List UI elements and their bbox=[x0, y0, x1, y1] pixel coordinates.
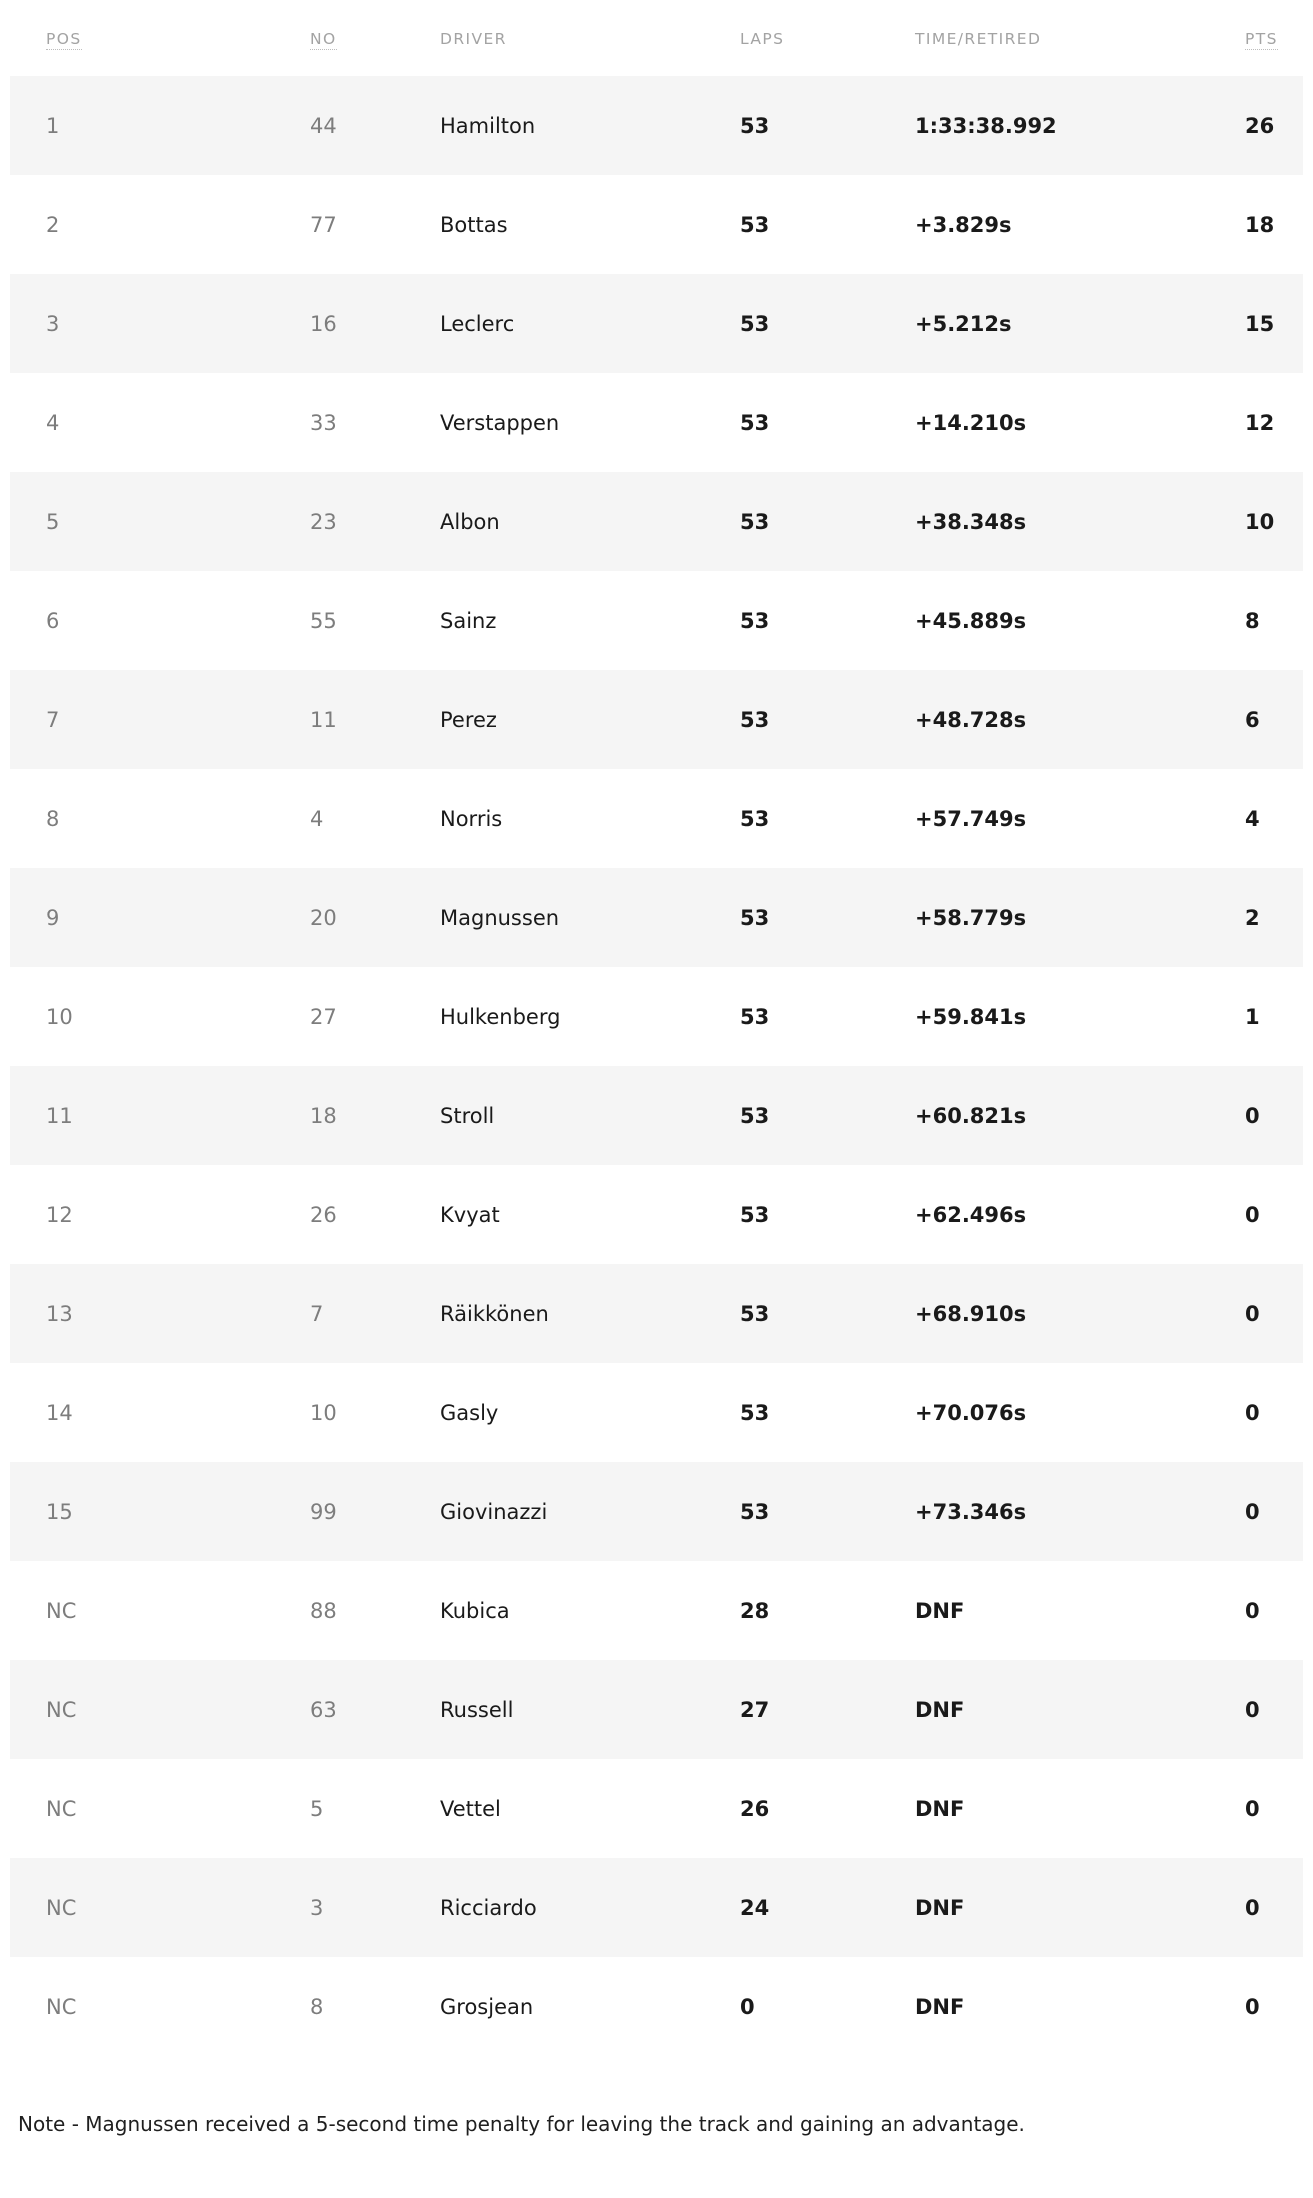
cell-car-number: 44 bbox=[310, 113, 337, 138]
cell-position: NC bbox=[46, 1994, 77, 2019]
table-row bbox=[10, 967, 1303, 1066]
cell-laps: 28 bbox=[740, 1598, 770, 1623]
cell-driver-name: Stroll bbox=[440, 1103, 495, 1128]
table-row bbox=[10, 670, 1303, 769]
cell-time-retired: +3.829s bbox=[915, 212, 1012, 237]
column-header-time bbox=[915, 0, 1245, 76]
cell-driver-name: Bottas bbox=[440, 212, 508, 237]
cell-laps: 53 bbox=[740, 509, 770, 534]
cell-points: 15 bbox=[1245, 311, 1275, 336]
cell-points: 0 bbox=[1245, 1697, 1260, 1722]
cell-laps: 24 bbox=[740, 1895, 770, 1920]
cell-points: 0 bbox=[1245, 1895, 1260, 1920]
cell-time-retired: +38.348s bbox=[915, 509, 1027, 534]
cell-points: 0 bbox=[1245, 1994, 1260, 2019]
cell-driver-name: Grosjean bbox=[440, 1994, 534, 2019]
cell-time-retired: DNF bbox=[915, 1895, 965, 1920]
cell-laps: 26 bbox=[740, 1796, 770, 1821]
table-row bbox=[10, 373, 1303, 472]
cell-time-retired: DNF bbox=[915, 1796, 965, 1821]
cell-points: 2 bbox=[1245, 905, 1260, 930]
cell-laps: 53 bbox=[740, 806, 770, 831]
table-row bbox=[10, 571, 1303, 670]
cell-laps: 53 bbox=[740, 212, 770, 237]
cell-driver-name: Albon bbox=[440, 509, 500, 534]
table-header bbox=[10, 0, 1303, 76]
table-row bbox=[10, 175, 1303, 274]
table-row bbox=[10, 1066, 1303, 1165]
cell-points: 0 bbox=[1245, 1103, 1260, 1128]
cell-car-number: 8 bbox=[310, 1994, 324, 2019]
cell-time-retired: 1:33:38.992 bbox=[915, 113, 1057, 138]
cell-car-number: 26 bbox=[310, 1202, 337, 1227]
cell-driver-name: Gasly bbox=[440, 1400, 499, 1425]
table-row bbox=[10, 1561, 1303, 1660]
cell-position: 7 bbox=[46, 707, 60, 732]
cell-position: 11 bbox=[46, 1103, 73, 1128]
cell-driver-name: Kvyat bbox=[440, 1202, 500, 1227]
cell-car-number: 33 bbox=[310, 410, 337, 435]
cell-position: 3 bbox=[46, 311, 60, 336]
cell-driver-name: Hulkenberg bbox=[440, 1004, 561, 1029]
cell-car-number: 23 bbox=[310, 509, 337, 534]
cell-points: 0 bbox=[1245, 1202, 1260, 1227]
cell-car-number: 27 bbox=[310, 1004, 337, 1029]
table-row bbox=[10, 1462, 1303, 1561]
table-row bbox=[10, 769, 1303, 868]
cell-laps: 53 bbox=[740, 311, 770, 336]
cell-position: NC bbox=[46, 1598, 77, 1623]
table-row bbox=[10, 274, 1303, 373]
cell-points: 0 bbox=[1245, 1301, 1260, 1326]
cell-time-retired: +57.749s bbox=[915, 806, 1027, 831]
column-header-pts bbox=[1245, 0, 1303, 76]
cell-car-number: 7 bbox=[310, 1301, 324, 1326]
cell-car-number: 11 bbox=[310, 707, 337, 732]
cell-position: 10 bbox=[46, 1004, 73, 1029]
cell-car-number: 18 bbox=[310, 1103, 337, 1128]
table-header-row bbox=[10, 0, 1303, 76]
cell-time-retired: +58.779s bbox=[915, 905, 1027, 930]
cell-driver-name: Hamilton bbox=[440, 113, 536, 138]
cell-car-number: 5 bbox=[310, 1796, 324, 1821]
cell-driver-name: Perez bbox=[440, 707, 497, 732]
cell-car-number: 77 bbox=[310, 212, 337, 237]
column-header-no bbox=[310, 0, 440, 76]
cell-points: 1 bbox=[1245, 1004, 1260, 1029]
cell-points: 0 bbox=[1245, 1400, 1260, 1425]
cell-laps: 53 bbox=[740, 1202, 770, 1227]
cell-points: 0 bbox=[1245, 1598, 1260, 1623]
cell-position: 1 bbox=[46, 113, 60, 138]
cell-laps: 53 bbox=[740, 905, 770, 930]
cell-time-retired: +59.841s bbox=[915, 1004, 1027, 1029]
cell-laps: 53 bbox=[740, 608, 770, 633]
table-row bbox=[10, 1957, 1303, 2056]
cell-position: 9 bbox=[46, 905, 60, 930]
cell-driver-name: Giovinazzi bbox=[440, 1499, 548, 1524]
cell-laps: 53 bbox=[740, 1004, 770, 1029]
cell-driver-name: Magnussen bbox=[440, 905, 560, 930]
cell-driver-name: Sainz bbox=[440, 608, 497, 633]
cell-laps: 53 bbox=[740, 1103, 770, 1128]
cell-position: 4 bbox=[46, 410, 60, 435]
cell-position: NC bbox=[46, 1697, 77, 1722]
cell-time-retired: +48.728s bbox=[915, 707, 1027, 732]
column-header-laps-label: LAPS bbox=[740, 30, 785, 48]
cell-laps: 53 bbox=[740, 113, 770, 138]
column-header-pts-label: PTS bbox=[1245, 30, 1278, 48]
cell-position: NC bbox=[46, 1895, 77, 1920]
cell-time-retired: +45.889s bbox=[915, 608, 1027, 633]
cell-position: 5 bbox=[46, 509, 60, 534]
cell-time-retired: +62.496s bbox=[915, 1202, 1027, 1227]
cell-laps: 53 bbox=[740, 1301, 770, 1326]
cell-car-number: 16 bbox=[310, 311, 337, 336]
cell-driver-name: Räikkönen bbox=[440, 1301, 549, 1326]
cell-time-retired: +70.076s bbox=[915, 1400, 1027, 1425]
race-results-table bbox=[10, 0, 1303, 2056]
cell-points: 4 bbox=[1245, 806, 1260, 831]
cell-driver-name: Kubica bbox=[440, 1598, 510, 1623]
cell-time-retired: DNF bbox=[915, 1598, 965, 1623]
cell-position: 14 bbox=[46, 1400, 73, 1425]
cell-position: 8 bbox=[46, 806, 60, 831]
table-row bbox=[10, 1660, 1303, 1759]
cell-laps: 27 bbox=[740, 1697, 770, 1722]
cell-time-retired: +14.210s bbox=[915, 410, 1027, 435]
results-note: Note - Magnussen received a 5-second time penalty for leaving the track and gaining an advantage. bbox=[18, 2112, 1025, 2136]
cell-laps: 53 bbox=[740, 707, 770, 732]
table-row bbox=[10, 1759, 1303, 1858]
cell-car-number: 63 bbox=[310, 1697, 337, 1722]
cell-position: 15 bbox=[46, 1499, 73, 1524]
cell-car-number: 55 bbox=[310, 608, 337, 633]
cell-time-retired: +5.212s bbox=[915, 311, 1012, 336]
column-header-laps bbox=[740, 0, 915, 76]
table-body bbox=[10, 76, 1303, 2056]
cell-car-number: 20 bbox=[310, 905, 337, 930]
cell-car-number: 88 bbox=[310, 1598, 337, 1623]
cell-points: 12 bbox=[1245, 410, 1275, 435]
cell-laps: 53 bbox=[740, 410, 770, 435]
column-header-time-label: TIME/RETIRED bbox=[915, 30, 1042, 48]
cell-car-number: 99 bbox=[310, 1499, 337, 1524]
table-row bbox=[10, 1363, 1303, 1462]
cell-time-retired: +73.346s bbox=[915, 1499, 1027, 1524]
cell-laps: 53 bbox=[740, 1499, 770, 1524]
cell-driver-name: Vettel bbox=[440, 1796, 501, 1821]
cell-time-retired: +60.821s bbox=[915, 1103, 1027, 1128]
cell-points: 8 bbox=[1245, 608, 1260, 633]
cell-laps: 53 bbox=[740, 1400, 770, 1425]
cell-car-number: 4 bbox=[310, 806, 324, 831]
cell-points: 0 bbox=[1245, 1796, 1260, 1821]
column-header-pos-label: POS bbox=[46, 30, 82, 48]
cell-driver-name: Ricciardo bbox=[440, 1895, 537, 1920]
column-header-driver bbox=[440, 0, 740, 76]
cell-points: 10 bbox=[1245, 509, 1275, 534]
column-header-pos bbox=[10, 0, 310, 76]
column-header-no-label: NO bbox=[310, 30, 337, 48]
table-row bbox=[10, 868, 1303, 967]
cell-driver-name: Leclerc bbox=[440, 311, 515, 336]
cell-laps: 0 bbox=[740, 1994, 755, 2019]
cell-points: 6 bbox=[1245, 707, 1260, 732]
cell-position: 13 bbox=[46, 1301, 73, 1326]
table-row bbox=[10, 1264, 1303, 1363]
cell-position: 6 bbox=[46, 608, 60, 633]
cell-points: 0 bbox=[1245, 1499, 1260, 1524]
table-row bbox=[10, 472, 1303, 571]
cell-points: 18 bbox=[1245, 212, 1275, 237]
cell-time-retired: DNF bbox=[915, 1697, 965, 1722]
cell-position: 2 bbox=[46, 212, 60, 237]
table-row bbox=[10, 1858, 1303, 1957]
table-row bbox=[10, 76, 1303, 175]
cell-points: 26 bbox=[1245, 113, 1275, 138]
cell-car-number: 10 bbox=[310, 1400, 337, 1425]
column-header-driver-label: DRIVER bbox=[440, 30, 507, 48]
cell-time-retired: +68.910s bbox=[915, 1301, 1027, 1326]
cell-driver-name: Verstappen bbox=[440, 410, 560, 435]
cell-driver-name: Norris bbox=[440, 806, 503, 831]
cell-car-number: 3 bbox=[310, 1895, 324, 1920]
cell-time-retired: DNF bbox=[915, 1994, 965, 2019]
cell-position: NC bbox=[46, 1796, 77, 1821]
cell-position: 12 bbox=[46, 1202, 73, 1227]
cell-driver-name: Russell bbox=[440, 1697, 514, 1722]
table-row bbox=[10, 1165, 1303, 1264]
